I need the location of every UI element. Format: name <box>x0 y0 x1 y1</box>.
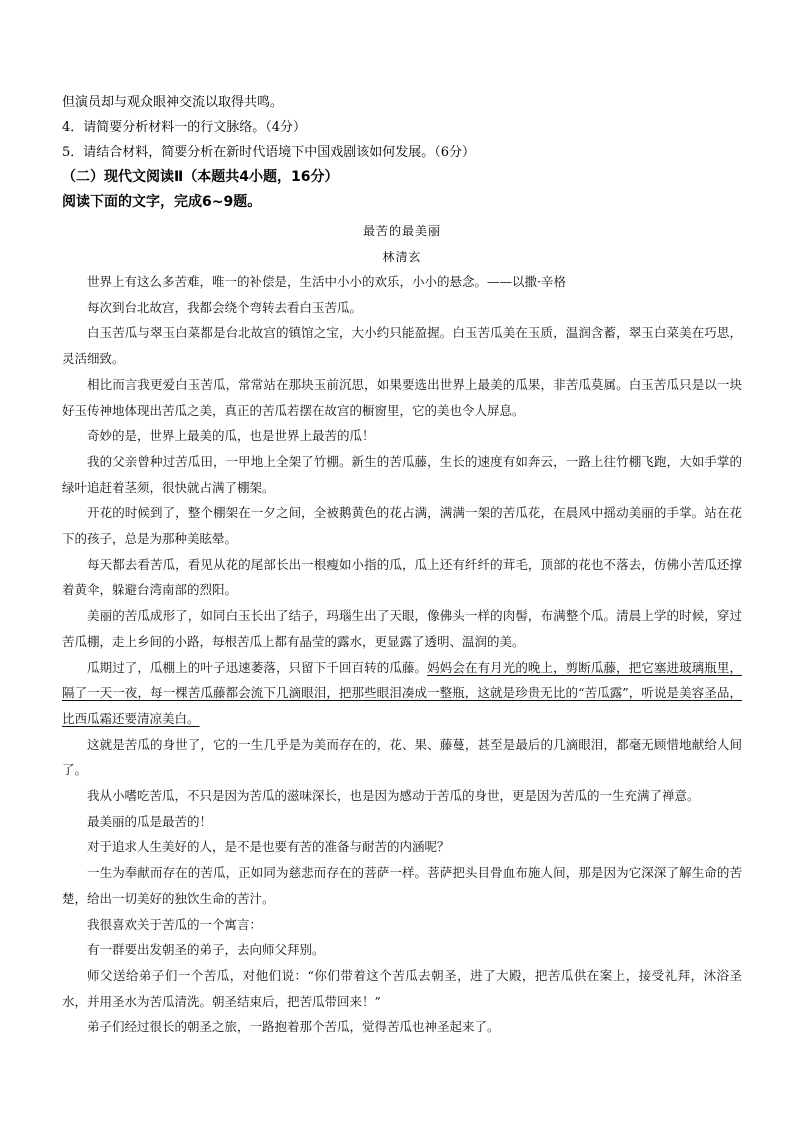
article-paragraph: 这就是苦瓜的身世了，它的一生几乎是为美而存在的，花、果、藤蔓，甚至是最后的几滴眼泪，都毫无顾惜地献给人间了。 <box>62 736 742 778</box>
article-author: 林清玄 <box>382 250 422 264</box>
article-title: 最苦的最美丽 <box>362 224 441 238</box>
article-paragraph: 每天都去看苦瓜，看见从花的尾部长出一根瘦如小指的瓜，瓜上还有纤纤的茸毛，顶部的花也不落去，仿佛小苦瓜还撑着黄伞，躲避台湾南部的烈阳。 <box>62 556 742 598</box>
article-paragraph: 我的父亲曾种过苦瓜田，一甲地上全架了竹棚。新生的苦瓜藤，生长的速度有如奔云，一路上往竹棚飞跑，大如手掌的绿叶追赶着茎须，很快就占满了棚架。 <box>62 453 742 495</box>
underlined-passage: 妈妈会在有月光的晚上，剪断瓜藤，把它塞进玻璃瓶里，隔了一天一夜，每一棵苦瓜藤都会流下几滴眼泪，把那些眼泪凑成一整瓶，这就是珍贵无比的“苦瓜露”，听说是美容圣品，比西瓜霜还要清凉美白。 <box>62 659 742 726</box>
article-paragraph: 弟子们经过很长的朝圣之旅，一路抱着那个苦瓜，觉得苦瓜也神圣起来了。 <box>87 1019 500 1035</box>
question-5: 5．请结合材料，简要分析在新时代语境下中国戏剧该如何发展。（6分） <box>62 145 476 160</box>
article-paragraph: 相比而言我更爱白玉苦瓜，常常站在那块玉前沉思，如果要选出世界上最美的瓜果，非苦瓜莫属。白玉苦瓜只是以一块好玉传神地体现出苦瓜之美，真正的苦瓜若摆在故宫的橱窗里，它的美也令人屏息。 <box>62 376 742 418</box>
question-4: 4．请简要分析材料一的行文脉络。（4分） <box>62 120 307 135</box>
article-paragraph: 对于追求人生美好的人，是不是也要有苦的准备与耐苦的内涵呢？ <box>87 839 450 855</box>
article-paragraph: 一生为奉献而存在的苦瓜，正如同为慈悲而存在的菩萨一样。菩萨把头目骨血布施人间，那是因为它深深了解生命的苦楚，给出一切美好的独饮生命的苦汁。 <box>62 865 742 906</box>
article-paragraph: 我从小嗜吃苦瓜，不只是因为苦瓜的滋味深长，也是因为感动于苦瓜的身世，更是因为苦瓜的一生充满了禅意。 <box>87 788 700 804</box>
paragraph-lead-text: 瓜期过了，瓜棚上的叶子迅速萎落，只留下千回百转的瓜藤。 <box>87 659 428 675</box>
exam-page <box>62 90 742 1040</box>
section-instruction: 阅读下面的文字，完成6~9题。 <box>62 194 262 210</box>
article-paragraph: 有一群要出发朝圣的弟子，去向师父拜别。 <box>87 942 325 958</box>
article-epigraph: 世界上有这么多苦难，唯一的补偿是，生活中小小的欢乐，小小的悬念。——以撒·辛格 <box>87 274 566 289</box>
article-paragraph: 最美丽的瓜是最苦的！ <box>87 813 213 829</box>
article-paragraph: 开花的时候到了，整个棚架在一夕之间，全被鹅黄色的花占满，满满一架的苦瓜花，在晨风中摇动美丽的手掌。站在花下的孩子，总是为那种美眩晕。 <box>62 505 742 547</box>
question-continuation: 但演员却与观众眼神交流以取得共鸣。 <box>62 95 284 110</box>
section-heading: （二）现代文阅读Ⅱ（本题共4小题，16分） <box>62 169 339 185</box>
article-paragraph: 白玉苦瓜与翠玉白菜都是台北故宫的镇馆之宝，大小约只能盈握。白玉苦瓜美在玉质，温润含蓄，翠玉白菜美在巧思，灵活细致。 <box>62 325 742 367</box>
article-paragraph: 师父送给弟子们一个苦瓜，对他们说：“你们带着这个苦瓜去朝圣，进了大殿，把苦瓜供在案上，接受礼拜，沐浴圣水，并用圣水为苦瓜清洗。朝圣结束后，把苦瓜带回来！” <box>62 967 742 1009</box>
article-paragraph: 每次到台北故宫，我都会绕个弯转去看白玉苦瓜。 <box>87 299 363 315</box>
article-paragraph: 奇妙的是，世界上最美的瓜，也是世界上最苦的瓜！ <box>87 428 375 444</box>
article-paragraph: 美丽的苦瓜成形了，如同白玉长出了结子，玛瑙生出了天眼，像佛头一样的肉髻，布满整个瓜。清晨上学的时候，穿过苦瓜棚，走上乡间的小路，每根苦瓜上都有晶莹的露水，更显露了透明、温润的美。 <box>62 608 742 649</box>
article-paragraph-underlined <box>62 655 742 732</box>
article-paragraph: 我很喜欢关于苦瓜的一个寓言： <box>87 916 263 932</box>
